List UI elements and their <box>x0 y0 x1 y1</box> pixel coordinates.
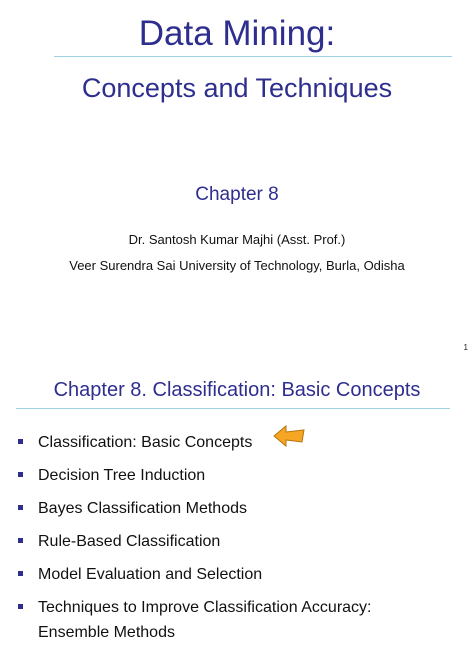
outline-slide <box>0 360 474 641</box>
slide-subtitle: Concepts and Techniques <box>81 73 393 103</box>
outline-divider <box>16 408 450 409</box>
slide-title: Data Mining: <box>138 14 336 53</box>
bullet-square-icon <box>18 604 23 609</box>
list-item-text: Ensemble Methods <box>38 624 175 641</box>
list-item <box>18 496 468 522</box>
author-affiliation: Veer Surendra Sai University of Technology, Burla, Odisha <box>69 258 405 273</box>
list-item <box>18 529 468 555</box>
list-item <box>18 595 468 621</box>
list-item <box>18 463 468 489</box>
list-item <box>18 430 468 456</box>
author-name: Dr. Santosh Kumar Majhi (Asst. Prof.) <box>128 232 346 247</box>
list-item-text: Classification: Basic Concepts <box>38 434 253 451</box>
list-item-continued <box>18 620 468 646</box>
bullet-square-icon <box>18 505 23 510</box>
orange-arrow-icon <box>272 424 306 448</box>
list-item-text: Model Evaluation and Selection <box>38 566 263 583</box>
title-divider <box>54 56 452 57</box>
list-item-text: Rule-Based Classification <box>38 533 221 550</box>
bullet-square-icon <box>18 472 23 477</box>
list-item-text: Bayes Classification Methods <box>38 500 247 517</box>
bullet-square-icon <box>18 538 23 543</box>
list-item-text: Techniques to Improve Classification Accuracy: <box>38 599 372 616</box>
outline-title: Chapter 8. Classification: Basic Concepts <box>53 379 421 401</box>
chapter-label: Chapter 8 <box>195 184 279 205</box>
list-item-text: Decision Tree Induction <box>38 467 206 484</box>
bullet-square-icon <box>18 439 23 444</box>
bullet-square-icon <box>18 571 23 576</box>
page-number: 1 <box>463 343 468 352</box>
list-item <box>18 562 468 588</box>
